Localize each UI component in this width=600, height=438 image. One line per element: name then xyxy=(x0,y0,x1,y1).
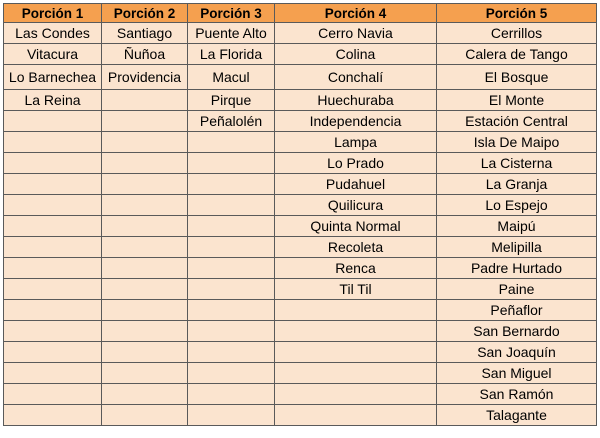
table-row xyxy=(4,216,597,237)
table-cell-porcion-5: Maipú xyxy=(437,216,597,237)
table-cell-porcion-2 xyxy=(102,237,188,258)
table-cell-porcion-4: Renca xyxy=(275,258,437,279)
table-row xyxy=(4,279,597,300)
table-cell-porcion-2 xyxy=(102,132,188,153)
table-row xyxy=(4,132,597,153)
table-row xyxy=(4,405,597,426)
table-cell-porcion-3 xyxy=(188,258,275,279)
table-cell-porcion-3: Macul xyxy=(188,65,275,90)
table-cell-porcion-3 xyxy=(188,216,275,237)
table-cell-porcion-5: Peñaflor xyxy=(437,300,597,321)
table-cell-porcion-1 xyxy=(4,279,102,300)
table-row xyxy=(4,258,597,279)
table-row xyxy=(4,23,597,44)
table-cell-porcion-4: Recoleta xyxy=(275,237,437,258)
table-cell-porcion-3 xyxy=(188,405,275,426)
table-row xyxy=(4,342,597,363)
table-cell-porcion-2 xyxy=(102,384,188,405)
table-row xyxy=(4,174,597,195)
table-cell-porcion-2 xyxy=(102,279,188,300)
table-row xyxy=(4,44,597,65)
table-cell-porcion-2 xyxy=(102,300,188,321)
table-cell-porcion-3 xyxy=(188,237,275,258)
table-cell-porcion-5: San Miguel xyxy=(437,363,597,384)
table-cell-porcion-1 xyxy=(4,237,102,258)
table-cell-porcion-3 xyxy=(188,363,275,384)
table-cell-porcion-3 xyxy=(188,153,275,174)
table-cell-porcion-4: Til Til xyxy=(275,279,437,300)
table-cell-porcion-2 xyxy=(102,363,188,384)
table-cell-porcion-2 xyxy=(102,195,188,216)
table-cell-porcion-3: Pirque xyxy=(188,90,275,111)
table-cell-porcion-3 xyxy=(188,174,275,195)
table-cell-porcion-1: Lo Barnechea xyxy=(4,65,102,90)
table-cell-porcion-2: Providencia xyxy=(102,65,188,90)
table-cell-porcion-2 xyxy=(102,111,188,132)
table-cell-porcion-1 xyxy=(4,258,102,279)
table-cell-porcion-1 xyxy=(4,111,102,132)
table-cell-porcion-4 xyxy=(275,405,437,426)
table-cell-porcion-4: Colina xyxy=(275,44,437,65)
table-cell-porcion-1: Las Condes xyxy=(4,23,102,44)
table-row xyxy=(4,363,597,384)
table-cell-porcion-2 xyxy=(102,153,188,174)
table-cell-porcion-4: Lampa xyxy=(275,132,437,153)
table-row xyxy=(4,90,597,111)
header-row xyxy=(4,4,597,23)
table-cell-porcion-3: La Florida xyxy=(188,44,275,65)
table-cell-porcion-2: Ñuñoa xyxy=(102,44,188,65)
table-cell-porcion-5: El Bosque xyxy=(437,65,597,90)
table-cell-porcion-1: Vitacura xyxy=(4,44,102,65)
table-cell-porcion-1: La Reina xyxy=(4,90,102,111)
table-cell-porcion-1 xyxy=(4,321,102,342)
table-cell-porcion-5: El Monte xyxy=(437,90,597,111)
table-cell-porcion-4 xyxy=(275,342,437,363)
table-cell-porcion-1 xyxy=(4,216,102,237)
header-porcion-2: Porción 2 xyxy=(102,4,188,23)
table-cell-porcion-3 xyxy=(188,300,275,321)
table-cell-porcion-3 xyxy=(188,321,275,342)
table-cell-porcion-2: Santiago xyxy=(102,23,188,44)
table-cell-porcion-5: La Granja xyxy=(437,174,597,195)
table-cell-porcion-5: La Cisterna xyxy=(437,153,597,174)
table-cell-porcion-1 xyxy=(4,132,102,153)
table-row xyxy=(4,384,597,405)
table-cell-porcion-5: Isla De Maipo xyxy=(437,132,597,153)
header-porcion-5: Porción 5 xyxy=(437,4,597,23)
table-cell-porcion-3 xyxy=(188,279,275,300)
table-cell-porcion-4 xyxy=(275,300,437,321)
table-cell-porcion-4 xyxy=(275,363,437,384)
table-cell-porcion-2 xyxy=(102,216,188,237)
table-cell-porcion-2 xyxy=(102,258,188,279)
table-cell-porcion-4 xyxy=(275,321,437,342)
table-row xyxy=(4,321,597,342)
table-cell-porcion-5: Talagante xyxy=(437,405,597,426)
table-cell-porcion-4: Lo Prado xyxy=(275,153,437,174)
table-cell-porcion-3 xyxy=(188,384,275,405)
table-cell-porcion-5: Lo Espejo xyxy=(437,195,597,216)
table-row xyxy=(4,300,597,321)
table-container xyxy=(3,3,597,426)
table-cell-porcion-4: Huechuraba xyxy=(275,90,437,111)
table-cell-porcion-4: Conchalí xyxy=(275,65,437,90)
table-cell-porcion-1 xyxy=(4,195,102,216)
table-cell-porcion-4 xyxy=(275,384,437,405)
table-cell-porcion-2 xyxy=(102,321,188,342)
table-cell-porcion-3: Puente Alto xyxy=(188,23,275,44)
table-cell-porcion-4: Quinta Normal xyxy=(275,216,437,237)
table-cell-porcion-5: Cerrillos xyxy=(437,23,597,44)
table-cell-porcion-5: Melipilla xyxy=(437,237,597,258)
table-row xyxy=(4,237,597,258)
table-cell-porcion-3 xyxy=(188,342,275,363)
table-row xyxy=(4,111,597,132)
table-cell-porcion-4: Quilicura xyxy=(275,195,437,216)
table-cell-porcion-3 xyxy=(188,195,275,216)
table-cell-porcion-5: San Ramón xyxy=(437,384,597,405)
table-cell-porcion-4: Cerro Navia xyxy=(275,23,437,44)
table-cell-porcion-2 xyxy=(102,174,188,195)
table-cell-porcion-3: Peñalolén xyxy=(188,111,275,132)
table-cell-porcion-1 xyxy=(4,405,102,426)
table-cell-porcion-1 xyxy=(4,300,102,321)
table-cell-porcion-2 xyxy=(102,342,188,363)
table-cell-porcion-5: San Joaquín xyxy=(437,342,597,363)
table-cell-porcion-1 xyxy=(4,363,102,384)
table-cell-porcion-4: Pudahuel xyxy=(275,174,437,195)
table-row xyxy=(4,65,597,90)
table-body xyxy=(4,23,597,426)
table-cell-porcion-5: Paine xyxy=(437,279,597,300)
table-cell-porcion-5: San Bernardo xyxy=(437,321,597,342)
table-cell-porcion-2 xyxy=(102,90,188,111)
table-cell-porcion-2 xyxy=(102,405,188,426)
table-row xyxy=(4,195,597,216)
table-cell-porcion-1 xyxy=(4,342,102,363)
table-cell-porcion-5: Padre Hurtado xyxy=(437,258,597,279)
header-porcion-4: Porción 4 xyxy=(275,4,437,23)
table-cell-porcion-1 xyxy=(4,384,102,405)
table-cell-porcion-3 xyxy=(188,132,275,153)
table-row xyxy=(4,153,597,174)
table-cell-porcion-1 xyxy=(4,153,102,174)
table-cell-porcion-4: Independencia xyxy=(275,111,437,132)
porciones-table xyxy=(3,3,597,426)
table-cell-porcion-1 xyxy=(4,174,102,195)
table-cell-porcion-5: Estación Central xyxy=(437,111,597,132)
table-cell-porcion-5: Calera de Tango xyxy=(437,44,597,65)
header-porcion-1: Porción 1 xyxy=(4,4,102,23)
header-porcion-3: Porción 3 xyxy=(188,4,275,23)
